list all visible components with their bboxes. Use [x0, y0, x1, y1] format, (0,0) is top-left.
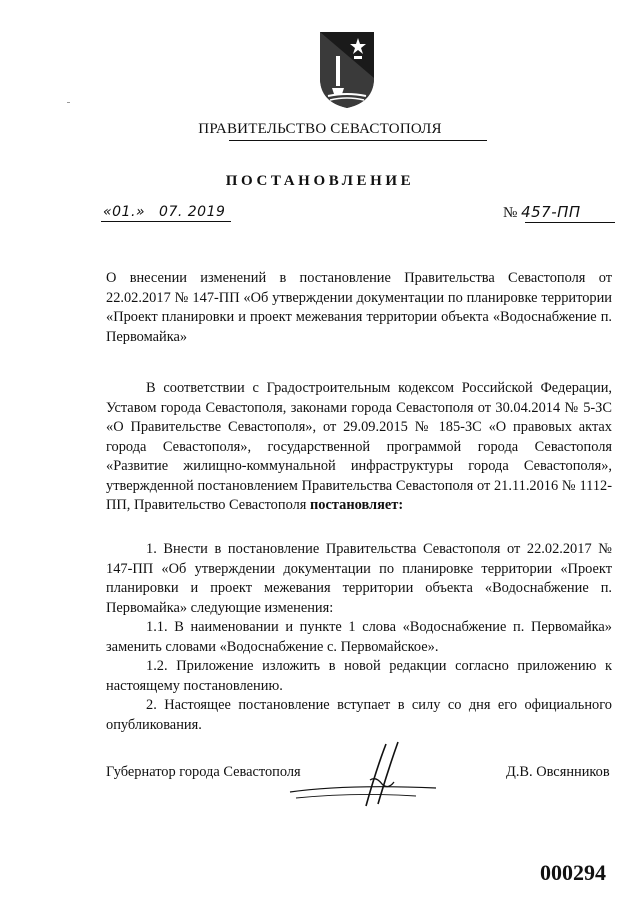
document-type: ПОСТАНОВЛЕНИЕ — [225, 173, 415, 189]
number-value: 457-ПП — [521, 203, 581, 221]
preamble-resolves: постановляет: — [310, 497, 404, 513]
date-month-year: 07. 2019 — [159, 204, 226, 220]
date-underline — [101, 221, 231, 222]
document-number — [503, 203, 581, 222]
decree-item-1-1: 1.1. В наименовании и пункте 1 слова «Водоснабжение п. Первомайка» заменить словами «Водоснабжение с. Первомайское». — [106, 619, 612, 655]
preamble — [106, 379, 612, 516]
decree-item-1: 1. Внести в постановление Правительства Севастополя от 22.02.2017 № 147-ПП «Об утверждении документации по планировке территории «Проект планировки и проект межевания территории объекта «Водоснабжение п. Первомайка» следующие изменения: — [106, 541, 612, 616]
preamble-paragraph — [106, 379, 612, 516]
sevastopol-coat-of-arms-icon — [318, 30, 376, 110]
decree-item-2: 2. Настоящее постановление вступает в силу со дня его официального опубликования. — [106, 697, 612, 733]
number-underline — [525, 222, 615, 223]
number-prefix: № — [503, 205, 518, 221]
decree-item-1-2: 1.2. Приложение изложить в новой редакции согласно приложению к настоящему постановлению. — [106, 658, 612, 694]
decree-body — [106, 540, 612, 735]
government-underline — [229, 140, 487, 141]
handwritten-signature — [286, 740, 446, 810]
scan-artifact — [67, 102, 70, 103]
date-day: «01.» — [103, 204, 146, 220]
signatory-title: Губернатор города Севастополя — [106, 764, 301, 780]
signatory-name: Д.В. Овсянников — [506, 764, 610, 780]
government-name: ПРАВИТЕЛЬСТВО СЕВАСТОПОЛЯ — [198, 121, 442, 137]
registration-number: 000294 — [540, 860, 606, 885]
document-date — [103, 203, 225, 221]
subject-text: О внесении изменений в постановление Правительства Севастополя от 22.02.2017 № 147-ПП «Об утверждении документации по планировке территории «Проект планировки и проект межевания территории объекта «Водоснабжение п. Первомайка» — [106, 270, 612, 345]
preamble-text: В соответствии с Градостроительным кодексом Российской Федерации, Уставом города Севастополя, законами города Севастополя от 30.04.2014 № 5-ЗС «О Правительстве Севастополя», от 29.09.2015 № 185-ЗС «О правовых актах города Севастополя», государственной программой города Севастополя «Развитие жилищно-коммунальной инфраструктуры города Севастополя», утвержденной постановлением Правительства Севастополя от 21.11.2016 № 1112-ПП, Правительство Севастополя — [106, 380, 612, 513]
document-subject — [106, 269, 612, 347]
